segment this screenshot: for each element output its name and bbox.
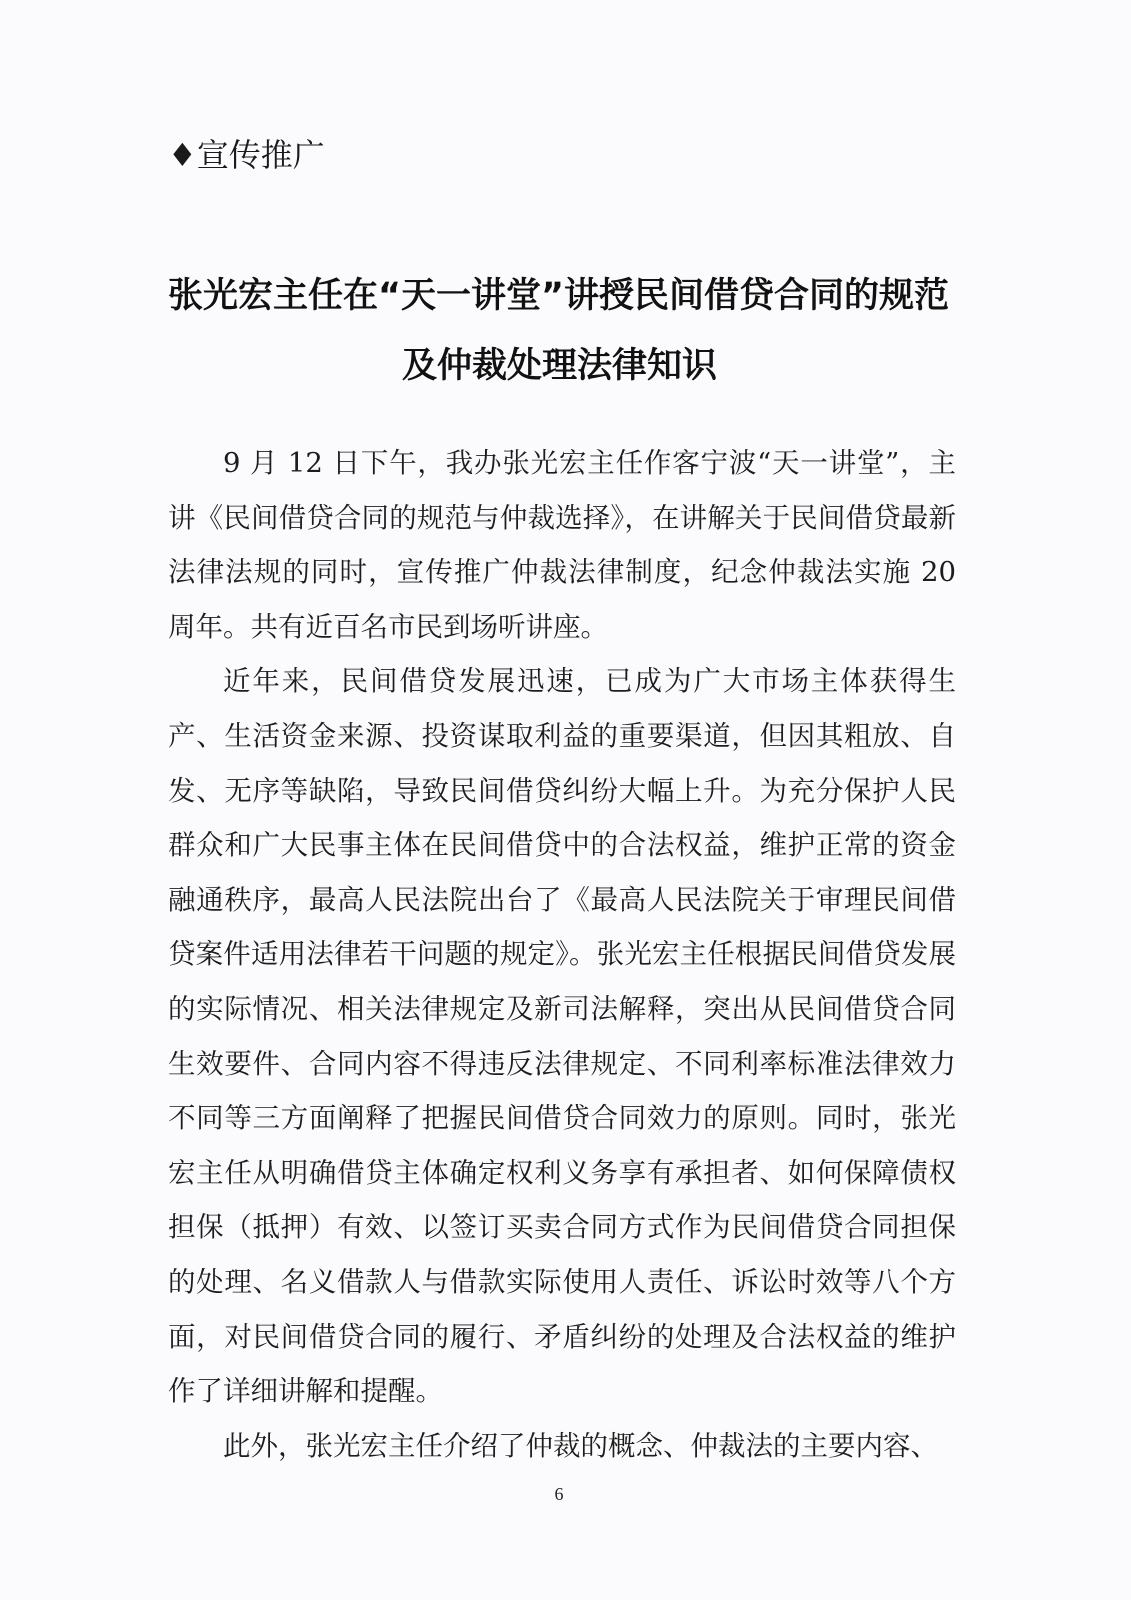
article-body	[168, 436, 956, 1473]
section-label: ♦宣传推广	[168, 136, 325, 174]
paragraph: 9 月 12 日下午，我办张光宏主任作客宁波“天一讲堂”，主讲《民间借贷合同的规范与仲裁选择》，在讲解关于民间借贷最新法律法规的同时，宣传推广仲裁法律制度，纪念仲裁法实施 20 周年。共有近百名市民到场听讲座。	[168, 447, 956, 643]
title-line-2: 及仲裁处理法律知识	[402, 346, 718, 386]
paragraph: 近年来，民间借贷发展迅速，已成为广大市场主体获得生产、生活资金来源、投资谋取利益的重要渠道，但因其粗放、自发、无序等缺陷，导致民间借贷纠纷大幅上升。为充分保护人民群众和广大民事主体在民间借贷中的合法权益，维护正常的资金融通秩序，最高人民法院出台了《最高人民法院关于审理民间借贷案件适用法律若干问题的规定》。张光宏主任根据民间借贷发展的实际情况、相关法律规定及新司法解释，突出从民间借贷合同生效要件、合同内容不得违反法律规定、不同利率标准法律效力不同等三方面阐释了把握民间借贷合同效力的原则。同时，张光宏主任从明确借贷主体确定权利义务享有承担者、如何保障债权担保（抵押）有效、以签订买卖合同方式作为民间借贷合同担保的处理、名义借款人与借款实际使用人责任、诉讼时效等八个方面，对民间借贷合同的履行、矛盾纠纷的处理及合法权益的维护作了详细讲解和提醒。	[168, 665, 956, 1408]
page-number: 6	[554, 1484, 564, 1504]
paragraph: 此外，张光宏主任介绍了仲裁的概念、仲裁法的主要内容、	[223, 1429, 938, 1462]
title-line-1: 张光宏主任在“天一讲堂”讲授民间借贷合同的规范	[168, 276, 950, 316]
